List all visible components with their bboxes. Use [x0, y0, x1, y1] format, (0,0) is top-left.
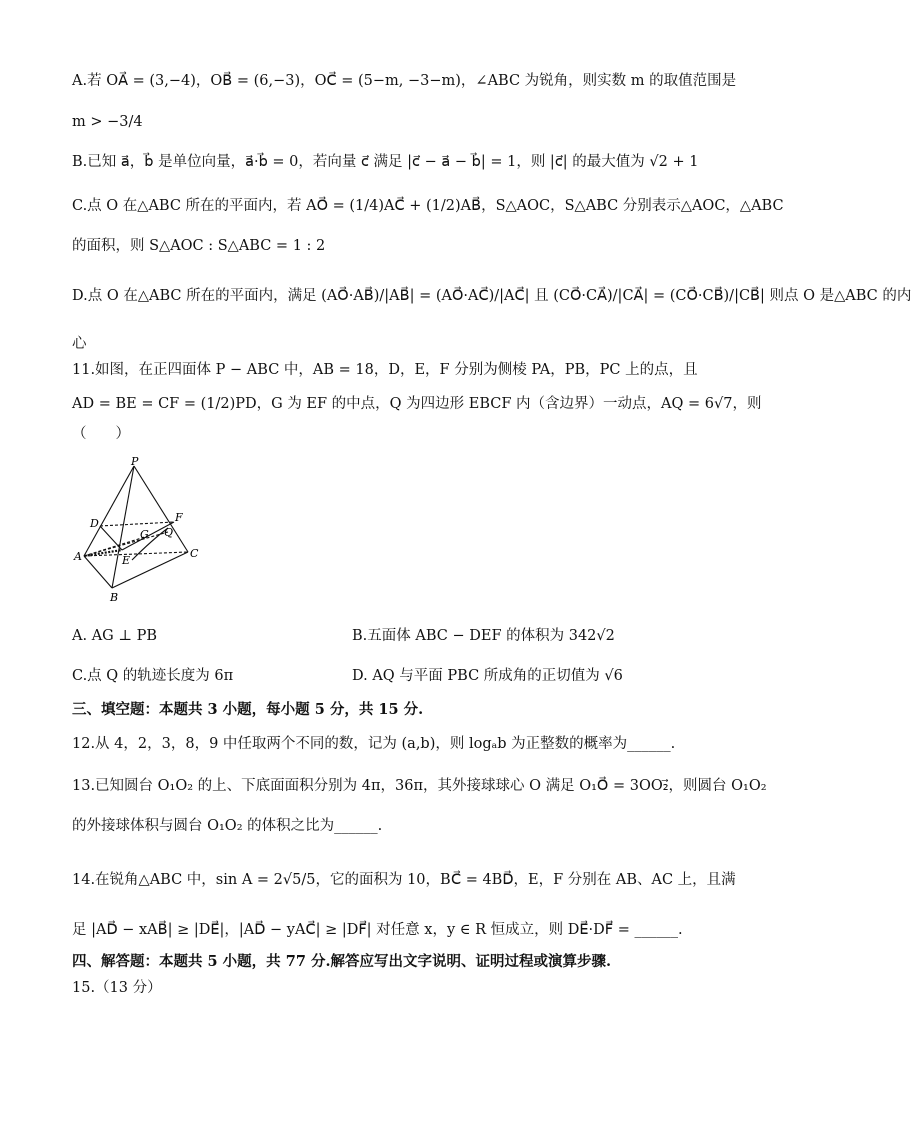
q12: 12.从 4，2，3，8，9 中任取两个不同的数，记为 (a,b)，则 logₐb 为正整数的概率为______. — [72, 736, 676, 752]
section-4-heading: 四、解答题：本题共 5 小题，共 77 分.解答应写出文字说明、证明过程或演算步骤. — [72, 953, 612, 970]
q15: 15.（13 分） — [72, 980, 162, 996]
q10-option-a-line1: A.若 OA⃗ = (3,−4)，OB⃗ = (6,−3)，OC⃗ = (5−m, −3−m)，∠ABC 为锐角，则实数 m 的取值范围是 — [72, 73, 737, 89]
q10-option-a-line2: m > −3/4 — [72, 114, 143, 130]
q11-option-a: A. AG ⊥ PB — [72, 628, 158, 644]
q10-option-d-line2: 心 — [72, 336, 87, 352]
label-A: A — [74, 550, 82, 563]
q11-stem-line2: AD = BE = CF = (1/2)PD，G 为 EF 的中点，Q 为四边形 EBCF 内（含边界）一动点，AQ = 6√7，则 — [72, 396, 762, 412]
q10-option-b: B.已知 a⃗，b⃗ 是单位向量，a⃗·b⃗ = 0，若向量 c⃗ 满足 |c⃗ − a⃗ − b⃗| = 1，则 |c⃗| 的最大值为 √2 + 1 — [72, 154, 699, 170]
label-C: C — [190, 547, 199, 560]
label-B: B — [110, 591, 119, 604]
q14-line1: 14.在锐角△ABC 中，sin A = 2√5/5，它的面积为 10，BC⃗ = 4BD⃗，E，F 分别在 AB、AC 上，且满 — [72, 872, 736, 888]
section-3-heading: 三、填空题：本题共 3 小题，每小题 5 分，共 15 分. — [72, 701, 424, 718]
q13-line1: 13.已知圆台 O₁O₂ 的上、下底面面积分别为 4π，36π，其外接球球心 O 满足 O₁O⃗ = 3OO₂⃗，则圆台 O₁O₂ — [72, 778, 767, 794]
label-G: G — [140, 528, 149, 541]
q11-option-b: B.五面体 ABC − DEF 的体积为 342√2 — [352, 628, 615, 644]
label-Q: Q — [164, 526, 174, 539]
q10-option-c-line2: 的面积，则 S△AOC : S△ABC = 1 : 2 — [72, 238, 326, 254]
label-D: D — [90, 517, 99, 530]
label-F: F — [175, 511, 183, 524]
q11-stem-line3: （ ） — [72, 426, 130, 442]
q11-stem-line1: 11.如图，在正四面体 P − ABC 中，AB = 18，D，E，F 分别为侧棱 PA，PB，PC 上的点，且 — [72, 362, 698, 378]
q11-option-d: D. AQ 与平面 PBC 所成角的正切值为 √6 — [352, 668, 623, 684]
label-E: E — [122, 554, 131, 567]
q10-option-c-line1: C.点 O 在△ABC 所在的平面内，若 AO⃗ = (1/4)AC⃗ + (1/2)AB⃗，S△AOC，S△ABC 分别表示△AOC，△ABC — [72, 198, 784, 214]
q10-option-d-line1: D.点 O 在△ABC 所在的平面内，满足 (AO⃗·AB⃗)/|AB⃗| = (AO⃗·AC⃗)/|AC⃗| 且 (CO⃗·CA⃗)/|CA⃗| = (CO⃗·CB⃗)/|CB⃗| 则点 O 是△ABC 的内 — [72, 288, 911, 304]
q11-option-c: C.点 Q 的轨迹长度为 6π — [72, 668, 234, 684]
label-P: P — [131, 455, 139, 468]
q14-line2: 足 |AD⃗ − xAB⃗| ≥ |DE⃗|，|AD⃗ − yAC⃗| ≥ |DF⃗| 对任意 x，y ∈ R 恒成立，则 DE⃗·DF⃗ = ______. — [72, 922, 683, 938]
tetrahedron-figure — [72, 456, 222, 606]
q13-line2: 的外接球体积与圆台 O₁O₂ 的体积之比为______. — [72, 818, 383, 834]
